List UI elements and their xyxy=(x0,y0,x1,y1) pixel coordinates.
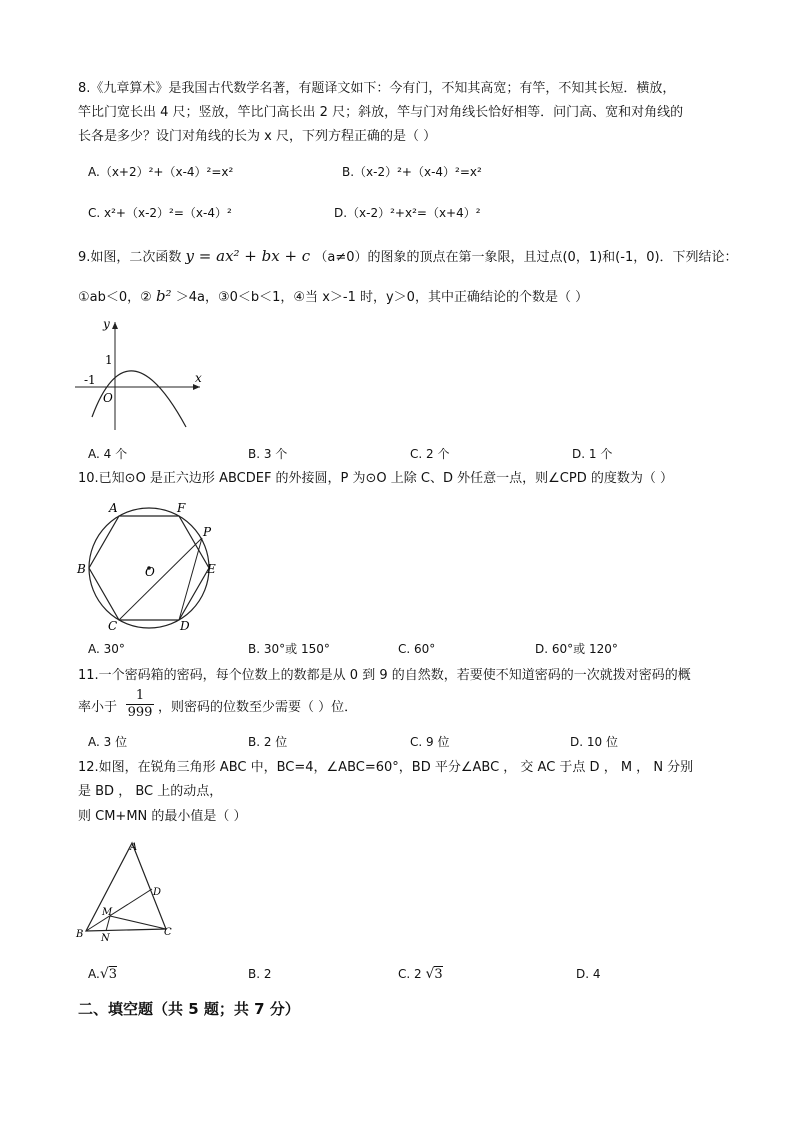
q9-line2 xyxy=(78,287,728,307)
q9-line1 xyxy=(78,247,738,267)
q10-label-c: C xyxy=(108,619,118,632)
q9-x-label: x xyxy=(195,371,202,385)
q12-option-c-radicand: 3 xyxy=(434,967,443,982)
q9-option-a: A. 4 个 xyxy=(88,447,128,461)
q12-line3: 则 CM+MN 的最小值是（ ） xyxy=(78,809,247,824)
q10-label-b: B xyxy=(77,562,86,576)
q9-line2-post: ＞4a，③0＜b＜1，④当 x＞-1 时，y＞0，其中正确结论的个数是（ ） xyxy=(175,290,589,305)
q10-label-f: F xyxy=(177,501,186,515)
q12-label-a: A xyxy=(130,842,138,853)
q12-option-a: A.√3 xyxy=(88,966,118,982)
q12-line2: 是 BD ， BC 上的动点， xyxy=(78,784,223,799)
q8-option-c: C. x²+（x-2）²=（x-4）² xyxy=(88,206,232,220)
q11-option-b: B. 2 位 xyxy=(248,735,288,749)
q9-one-label: 1 xyxy=(105,353,113,367)
q12-triangle-figure xyxy=(74,836,184,946)
q9-line2-pre: ①ab＜0，② xyxy=(78,290,152,305)
q8-option-a: A.（x+2）²+（x-4）²=x² xyxy=(88,165,234,179)
q10-label-d: D xyxy=(180,619,190,632)
q9-formula: y = ax² + bx + c xyxy=(185,247,311,265)
q12-option-c: C. 2 √3 xyxy=(398,966,443,982)
q10-line1: 10.已知⊙O 是正六边形 ABCDEF 的外接圆，P 为⊙O 上除 C、D 外任意一点，则∠CPD 的度数为（ ） xyxy=(78,471,673,486)
q12-line1: 12.如图，在锐角三角形 ABC 中，BC=4，∠ABC=60°，BD 平分∠ABC ， 交 AC 于点 D ， M ， N 分别 xyxy=(78,760,694,775)
q9-minus-one-label: -1 xyxy=(84,373,96,387)
q10-line-dp xyxy=(179,538,202,620)
q10-option-d: D. 60°或 120° xyxy=(535,642,618,656)
q8-line1: 8.《九章算术》是我国古代数学名著，有题译文如下：今有门，不知其高宽；有竿，不知其长短．横放， xyxy=(78,81,676,96)
q12-line-bd xyxy=(86,889,152,931)
q9-b-squared: b² xyxy=(155,287,172,305)
q10-option-a: A. 30° xyxy=(88,642,125,656)
q10-label-e: E xyxy=(207,562,216,576)
q10-label-p: P xyxy=(203,525,212,539)
q8-option-d: D.（x-2）²+x²=（x+4）² xyxy=(334,206,481,220)
q12-option-a-radicand: 3 xyxy=(108,967,118,982)
q12-label-m: M xyxy=(102,907,113,918)
q11-fraction xyxy=(126,688,154,720)
q12-line-cm xyxy=(110,916,166,929)
q8-option-b: B.（x-2）²+（x-4）²=x² xyxy=(342,165,482,179)
section-fill-in-heading: 二、填空题（共 5 题；共 7 分） xyxy=(78,1000,300,1018)
q12-label-n: N xyxy=(101,933,110,944)
q11-line2-post: ，则密码的位数至少需要（ ）位． xyxy=(158,700,358,715)
q10-line-cp xyxy=(119,538,202,620)
q12-label-b: B xyxy=(76,929,84,940)
q10-label-a: A xyxy=(109,501,118,515)
q10-label-o: O xyxy=(145,565,155,579)
q10-option-c: C. 60° xyxy=(398,642,436,656)
q11-frac-numerator: 1 xyxy=(135,688,145,703)
q8-line2: 竿比门宽长出 4 尺；竖放，竿比门高长出 2 尺；斜放，竿与门对角线长恰好相等．问门高、宽和对角线的 xyxy=(78,105,684,120)
q9-line1-post: （a≠0）的图象的顶点在第一象限，且过点(0，1)和(-1，0)．下列结论： xyxy=(314,250,738,265)
q11-line2-pre: 率小于 xyxy=(78,700,118,715)
q9-line1-pre: 9.如图，二次函数 xyxy=(78,250,182,265)
q10-hexagon-figure xyxy=(74,496,224,632)
q9-y-axis-arrow xyxy=(112,322,118,329)
q12-option-c-label: C. 2 xyxy=(398,967,422,981)
q12-option-d: D. 4 xyxy=(576,967,601,981)
q12-option-a-label: A. xyxy=(88,967,100,981)
q9-parabola-graph xyxy=(70,312,210,432)
q12-label-c: C xyxy=(164,927,172,938)
q9-y-label: y xyxy=(103,317,110,331)
q10-option-b: B. 30°或 150° xyxy=(248,642,330,656)
q11-line1: 11.一个密码箱的密码，每个位数上的数都是从 0 到 9 的自然数，若要使不知道密码的一次就拨对密码的概 xyxy=(78,668,691,683)
q11-option-d: D. 10 位 xyxy=(570,735,618,749)
q12-option-b: B. 2 xyxy=(248,967,272,981)
q9-origin-label: O xyxy=(103,391,113,405)
q11-option-c: C. 9 位 xyxy=(410,735,450,749)
q11-frac-denominator: 999 xyxy=(127,705,153,720)
q9-option-b: B. 3 个 xyxy=(248,447,288,461)
q8-line3: 长各是多少？设门对角线的长为 x 尺，下列方程正确的是（ ） xyxy=(78,129,437,144)
q9-option-d: D. 1 个 xyxy=(572,447,613,461)
q9-option-c: C. 2 个 xyxy=(410,447,450,461)
q12-label-d: D xyxy=(153,887,162,898)
q11-option-a: A. 3 位 xyxy=(88,735,128,749)
